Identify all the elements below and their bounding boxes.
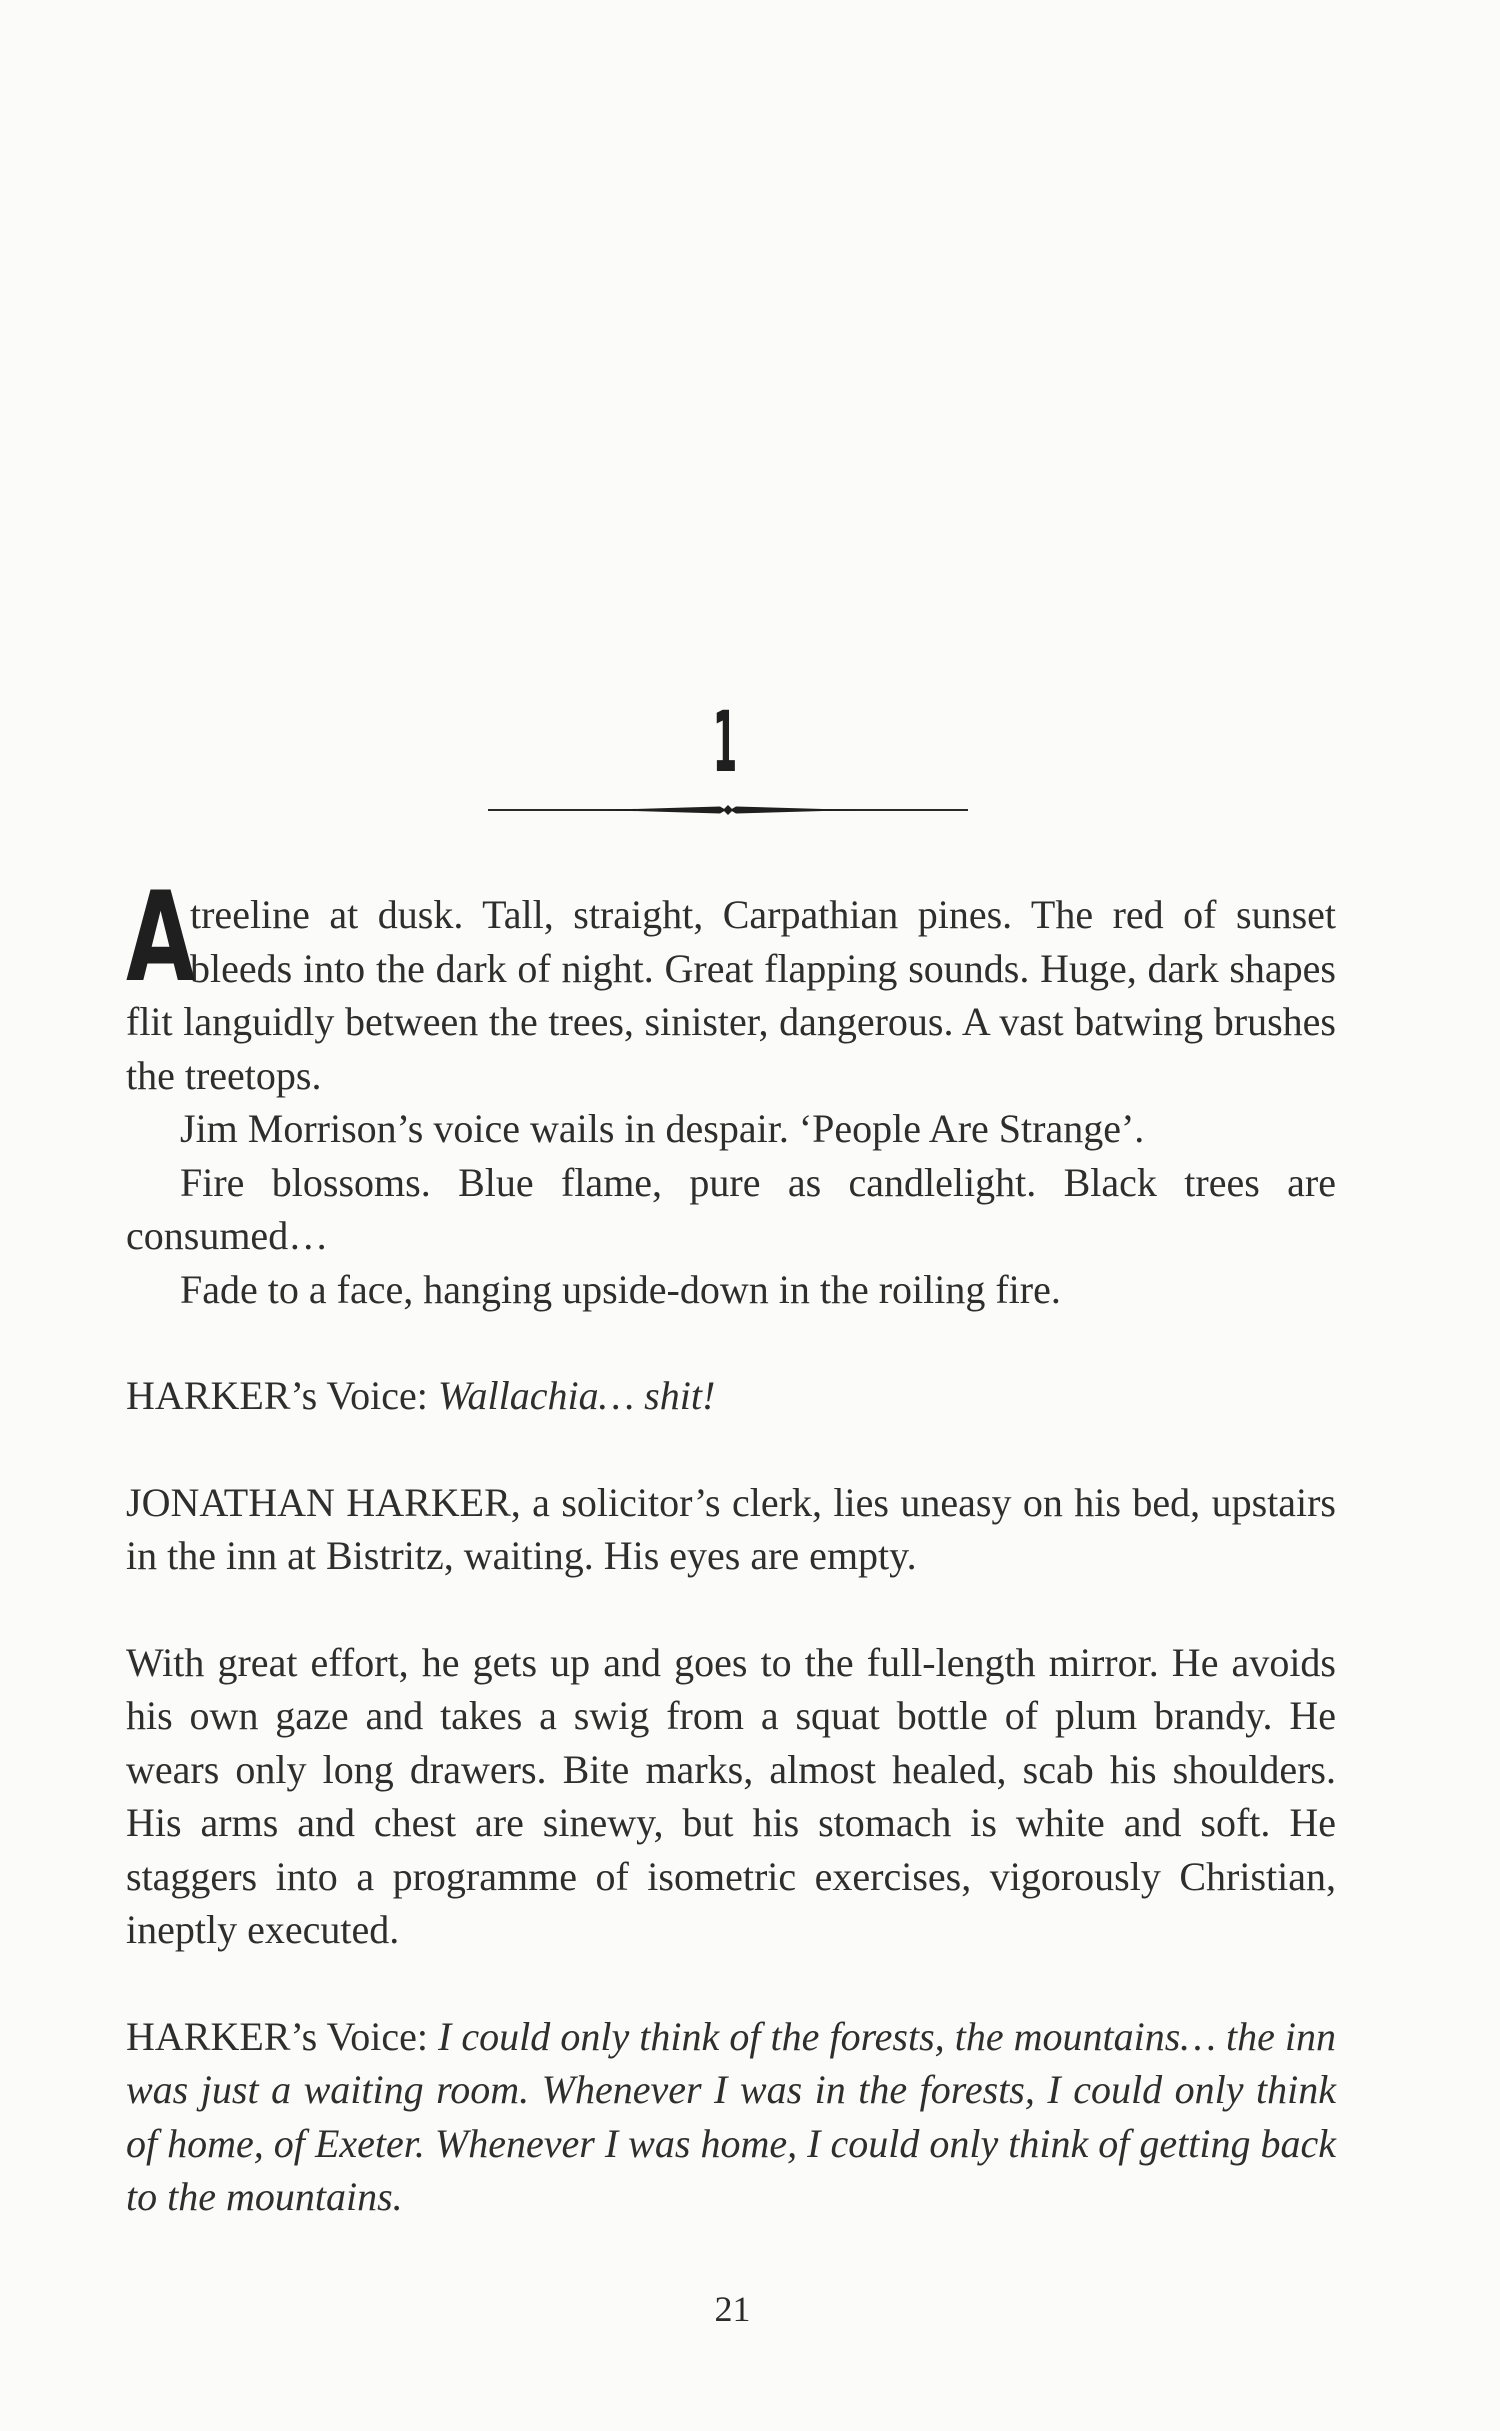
page-number: 21 (714, 2289, 751, 2329)
paragraph-harker-bed: JONATHAN HARKER, a solicitor’s clerk, lies uneasy on his bed, upstairs in the inn at Bistritz, waiting. His eyes are empty. (126, 1479, 1336, 1578)
paragraph-mirror: With great effort, he gets up and goes to the full-length mirror. He avoids his own gaze and takes a swig from a squat bottle of plum brandy. He wears only long drawers. Bite marks, almost healed, scab his shoulders. His arms and chest are sinewy, but his stomach is white and soft. He staggers into a programme of isometric exercises, vigorously Christian, ineptly executed. (126, 1639, 1336, 1952)
speaker-label: HARKER’s Voice: (126, 1373, 428, 1418)
chapter-rule-ornament (488, 802, 968, 818)
harker-voice-1 (126, 1369, 1336, 1423)
opening-paragraph (126, 866, 1336, 1102)
drop-cap: A (126, 866, 196, 1010)
chapter-number: 1 (712, 693, 738, 791)
opening-paragraph-text: treeline at dusk. Tall, straight, Carpathian pines. The red of sunset bleeds into the dark of night. Great flapping sounds. Huge, dark shapes flit languidly between the trees, sinister, dangerous. A vast batwing brushes the treetops. (126, 892, 1336, 1098)
speaker-label: HARKER’s Voice: (126, 2013, 428, 2059)
paragraph-fade: Fade to a face, hanging upside-down in the roiling fire. (180, 1266, 1061, 1312)
screenplay-text (126, 866, 1337, 2224)
harker-voice-2 (126, 2010, 1336, 2224)
voice-line: Wallachia… shit! (437, 1373, 716, 1418)
paragraph-fire: Fire blossoms. Blue flame, pure as candlelight. Black trees are consumed… (126, 1159, 1336, 1258)
voice-line: I could only think of the forests, the mountains… the inn was just a waiting room. Whenever I was in the forests, I could only think of home, of Exeter. Whenever I was home, I could only think of getting back to the mountains. (126, 2013, 1337, 2219)
paragraph-morrison: Jim Morrison’s voice wails in despair. ‘People Are Strange’. (180, 1106, 1145, 1151)
